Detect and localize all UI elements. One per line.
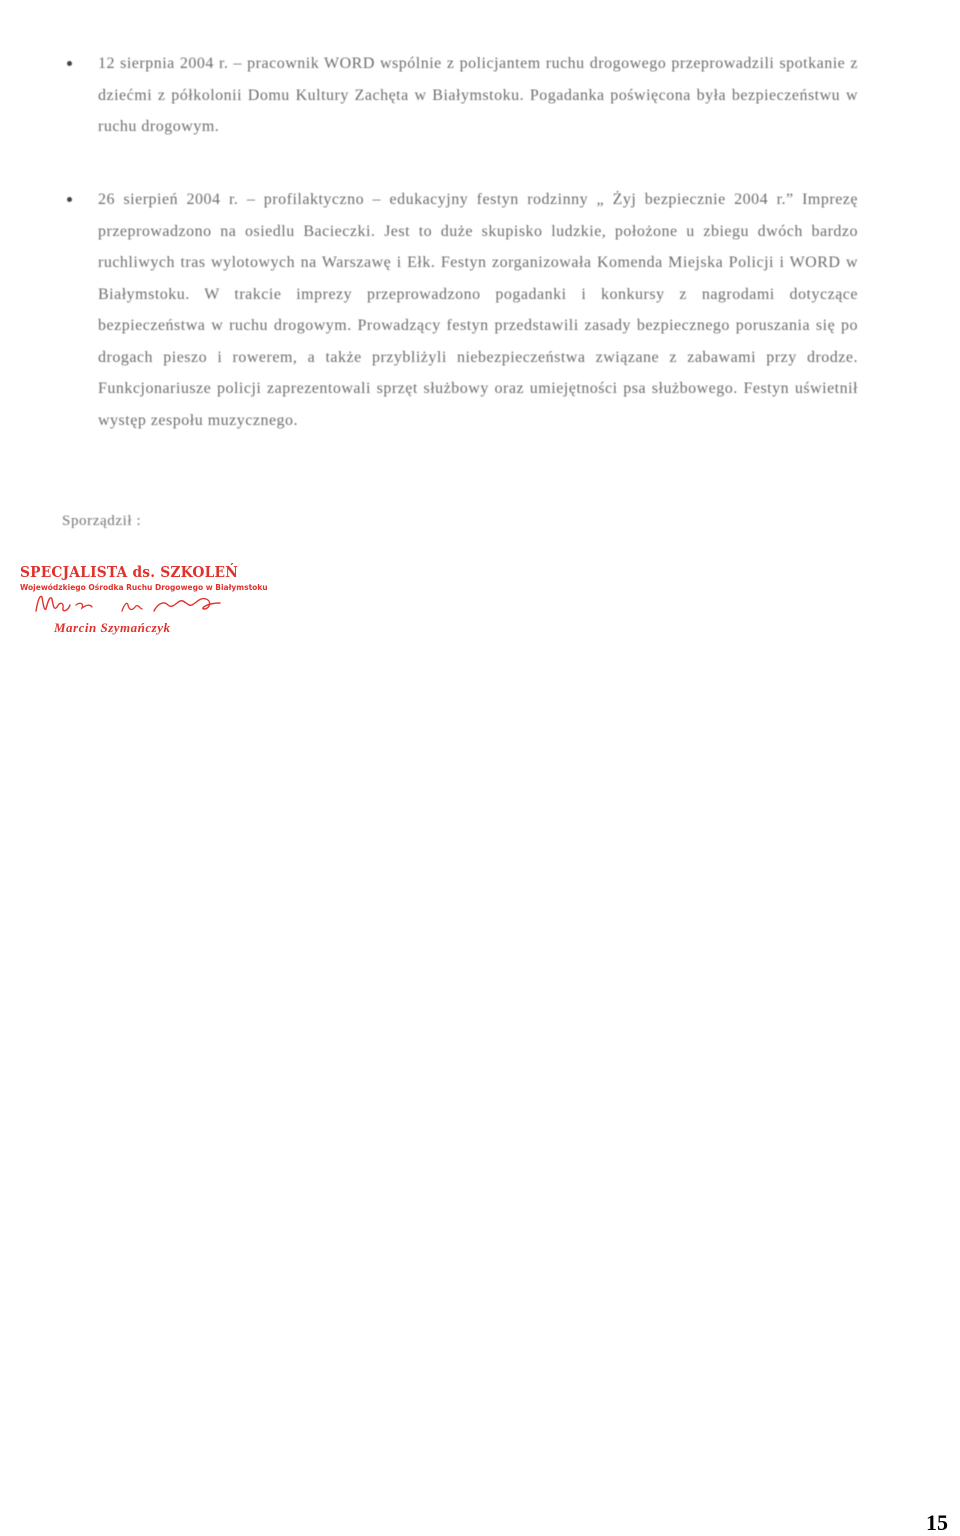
stamp-subtitle: Wojewódzkiego Ośrodka Ruchu Drogowego w Białymstoku	[20, 583, 268, 592]
bullet-icon	[67, 61, 72, 66]
report-item-text: 26 sierpień 2004 r. – profilaktyczno – edukacyjny festyn rodzinny „ Żyj bezpiecznie 2004 r.” Imprezę przeprowadzono na osiedlu Bacieczki. Jest to duże skupisko ludzkie, położone u zbiegu dwóch bardzo ruchliwych tras wylotowych na Warszawę i Ełk. Festyn zorganizowała Komenda Miejska Policji i WORD w Białymstoku. W trakcie imprezy przeprowadzono pogadanki i konkursy z nagrodami dotyczące bezpieczeństwa w ruchu drogowym. Prowadzący festyn przedstawili zasady bezpiecznego poruszania się po drogach pieszo i rowerem, a także przybliżyli niebezpieczeństwa związane z zabawami przy drodze. Funkcjonariusze policji zaprezentowali sprzęt służbowy oraz umiejętności psa służbowego. Festyn uświetnił występ zespołu muzycznego.	[98, 191, 858, 429]
report-item-text: 12 sierpnia 2004 r. – pracownik WORD wspólnie z policjantem ruchu drogowego przeprowadzili spotkanie z dziećmi z półkolonii Domu Kultury Zachęta w Białymstoku. Pogadanka poświęcona była bezpieczeństwu w ruchu drogowym.	[98, 55, 858, 135]
report-item-aug-12	[98, 48, 858, 143]
official-stamp	[16, 563, 268, 643]
bullet-icon	[67, 197, 72, 202]
prepared-by-label: Sporządził :	[62, 513, 142, 529]
stamp-name: Marcin Szymańczyk	[54, 620, 171, 635]
report-item-aug-26	[98, 184, 858, 436]
stamp-title: SPECJALISTA ds. SZKOLEŃ	[20, 563, 239, 581]
handwritten-signature	[30, 589, 230, 619]
page-number: 15	[926, 1510, 948, 1535]
